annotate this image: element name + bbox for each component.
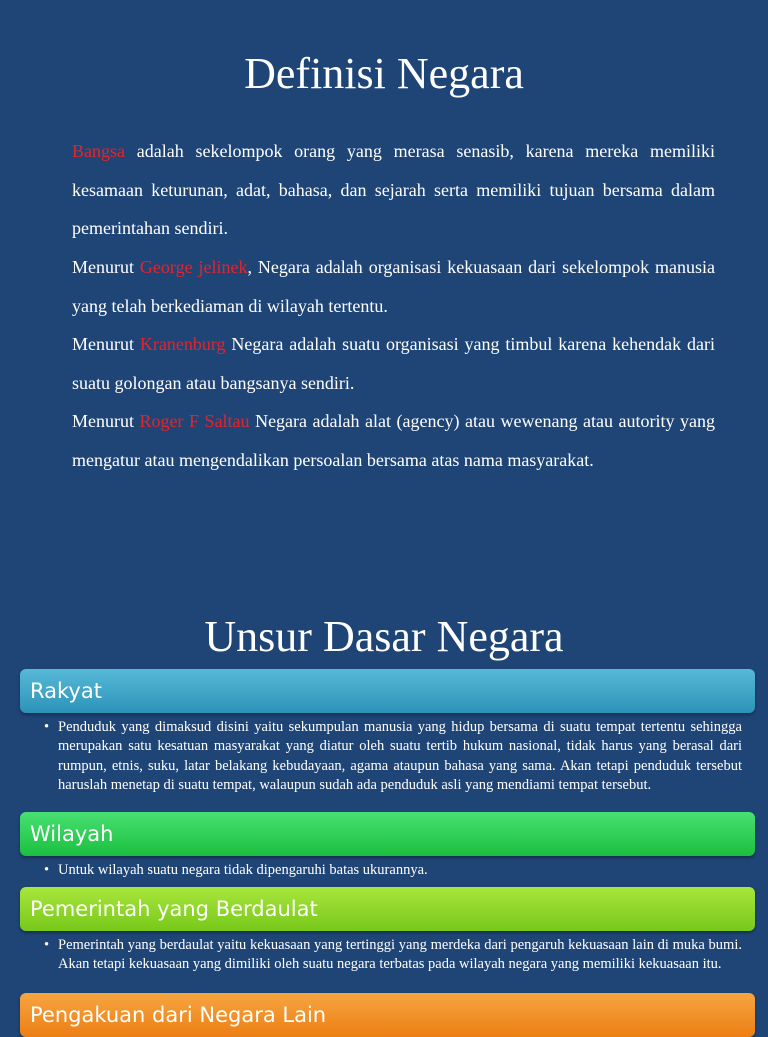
paragraph-kranenburg xyxy=(72,325,715,402)
paragraph-bangsa xyxy=(72,132,715,248)
highlight-term: Kranenburg xyxy=(139,334,226,354)
paragraph-text: adalah sekelompok orang yang merasa senasib, karena mereka memiliki kesamaan keturunan, adat, bahasa, dan sejarah serta memiliki tujuan bersama dalam pemerintahan sendiri. xyxy=(72,141,715,238)
paragraph-prefix: Menurut xyxy=(72,334,140,354)
description-rakyat xyxy=(44,718,742,811)
bullet-marker: • xyxy=(44,937,50,953)
description-pemerintah-berdaulat xyxy=(44,936,742,994)
highlight-term: Roger F Saltau xyxy=(139,411,250,431)
heading-bar-pemerintah-berdaulat: Pemerintah yang Berdaulat xyxy=(20,887,755,931)
paragraph-prefix: Menurut xyxy=(72,257,140,277)
paragraph-text: , Negara adalah organisasi kekuasaan dari sekelompok manusia yang telah berkediaman di wilayah tertentu. xyxy=(72,257,715,316)
description-text: Pemerintah yang berdaulat yaitu kekuasaan yang tertinggi yang merdeka dari pengaruh kekuasaan lain di muka bumi. Akan tetapi kekuasaan yang dimiliki oleh suatu negara terbatas pada wilayah negara yang memiliki kekuasaan itu. xyxy=(58,937,742,973)
paragraph-roger-saltau xyxy=(72,402,715,479)
bullet-marker: • xyxy=(44,862,50,878)
paragraph-prefix: Menurut xyxy=(72,411,140,431)
heading-bar-rakyat: Rakyat xyxy=(20,669,755,713)
highlight-term: George jelinek xyxy=(139,257,248,277)
heading-bar-wilayah: Wilayah xyxy=(20,812,755,856)
slide-title: Unsur Dasar Negara xyxy=(204,612,564,661)
slide-unsur-dasar-negara xyxy=(0,560,768,1027)
paragraph-text: Negara adalah suatu organisasi yang timbul karena kehendak dari suatu golongan atau bangsanya sendiri. xyxy=(72,334,715,393)
paragraph-george-jelinek xyxy=(72,248,715,325)
paragraph-text: Negara adalah alat (agency) atau wewenang atau autority yang mengatur atau mengendalikan persoalan bersama atas nama masyarakat. xyxy=(72,411,715,470)
description-text: Untuk wilayah suatu negara tidak dipengaruhi batas ukurannya. xyxy=(58,862,428,878)
highlight-term: Bangsa xyxy=(72,141,125,161)
description-text: Penduduk yang dimaksud disini yaitu sekumpulan manusia yang hidup bersama di suatu tempat tertentu sehingga merupakan satu kesatuan masyarakat yang diatur oleh suatu tertib hukum nasional, tidak harus yang berasal dari rumpun, etnis, suku, latar belakang kebudayaan, agama ataupun bahasa yang sama. Akan tetapi penduduk tersebut haruslah menetap di suatu tempat, walaupun sudah ada penduduk asli yang mendiami tempat tersebut. xyxy=(58,719,742,793)
heading-bar-pengakuan-negara-lain: Pengakuan dari Negara Lain xyxy=(20,993,755,1037)
slide-title: Definisi Negara xyxy=(244,49,524,98)
bullet-marker: • xyxy=(44,719,50,735)
description-wilayah xyxy=(44,861,742,883)
